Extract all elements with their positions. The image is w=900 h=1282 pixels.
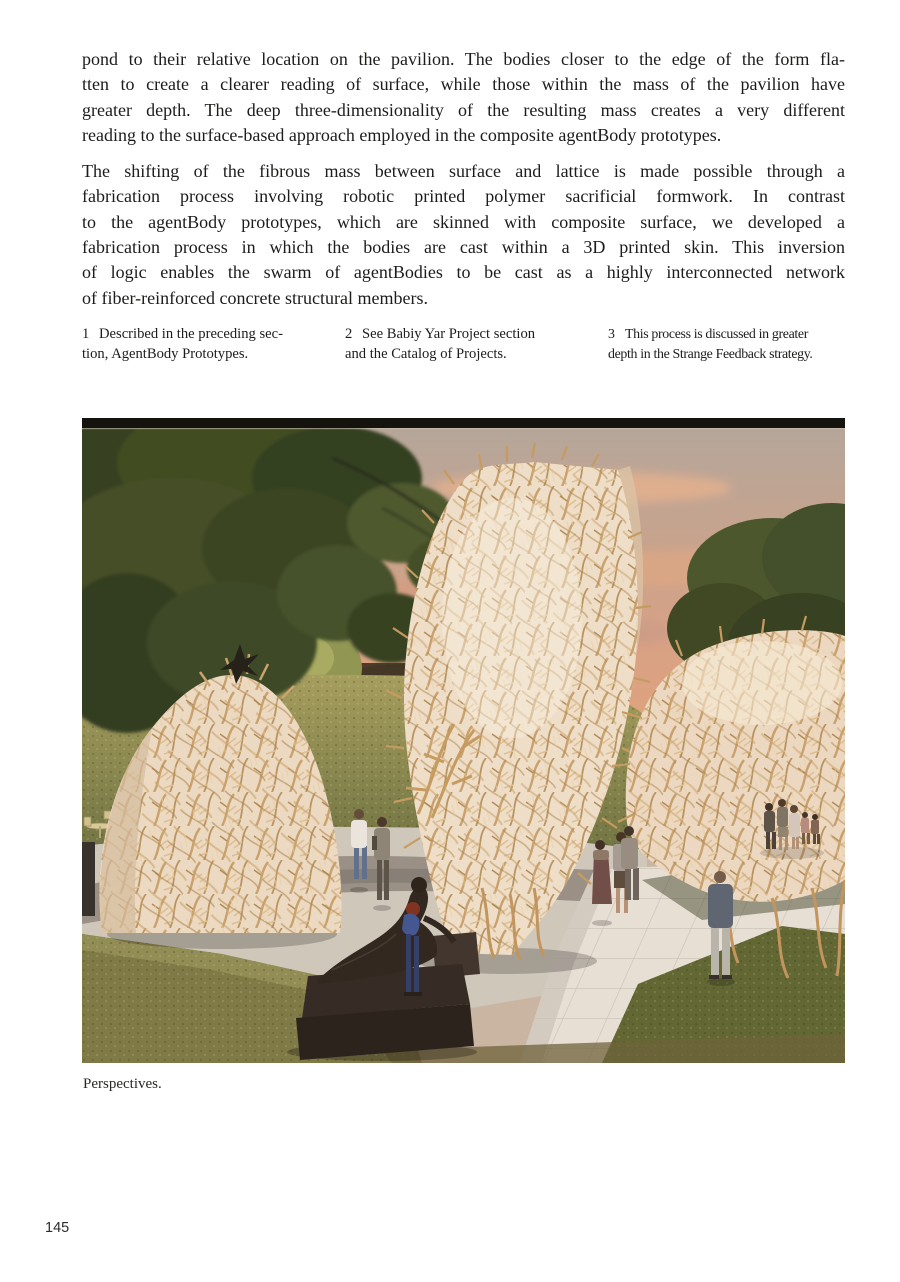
footnote-3	[608, 325, 846, 364]
footnote-text: Described in the preceding sec-	[99, 326, 283, 342]
footnote-text: See Babiy Yar Project section	[362, 326, 536, 342]
footnote-1	[82, 325, 320, 364]
pavilion-render-image	[82, 418, 845, 1063]
footnote-number: 3	[608, 327, 615, 342]
footnote-number: 2	[345, 326, 353, 342]
footnote-text: tion, AgentBody Prototypes.	[82, 345, 249, 362]
page-number: 145	[45, 1220, 70, 1236]
paragraph-2	[82, 159, 845, 311]
footnote-number: 1	[82, 326, 90, 342]
text-line: reading to the surface-based approach employed in the composite agentBody prototypes.	[82, 124, 722, 145]
footnote-2	[345, 325, 583, 364]
pavilion-render-figure	[82, 418, 845, 1063]
text-line: The shifting of the fibrous mass between surface and lattice is made possible through a	[82, 161, 845, 182]
photo-top-band	[82, 418, 845, 428]
text-line: greater depth. The deep three-dimensionality of the resulting mass creates a very different	[82, 99, 845, 120]
paragraph-1	[82, 47, 845, 148]
text-line: fabrication process in which the bodies are cast within a 3D printed skin. This inversion	[82, 237, 845, 258]
footnote-text: This process is discussed in greater	[625, 327, 808, 342]
footnote-text: and the Catalog of Projects.	[345, 345, 507, 362]
text-line: fabrication process involving robotic printed polymer sacrificial formwork. In contrast	[82, 186, 845, 207]
footnote-text: depth in the Strange Feedback strategy.	[608, 346, 813, 362]
text-line: of fiber-reinforced concrete structural members.	[82, 287, 428, 308]
text-line: tten to create a clearer reading of surface, while those within the mass of the pavilion have	[82, 74, 845, 95]
footnotes	[82, 325, 848, 364]
body-text	[82, 47, 845, 311]
text-line: of logic enables the swarm of agentBodies to be cast as a highly interconnected network	[82, 262, 845, 283]
text-line: pond to their relative location on the pavilion. The bodies closer to the edge of the form fla-	[82, 49, 845, 69]
text-line: to the agentBody prototypes, which are skinned with composite surface, we developed a	[82, 211, 845, 232]
warm-haze	[82, 428, 845, 1063]
figure-caption: Perspectives.	[83, 1076, 162, 1092]
